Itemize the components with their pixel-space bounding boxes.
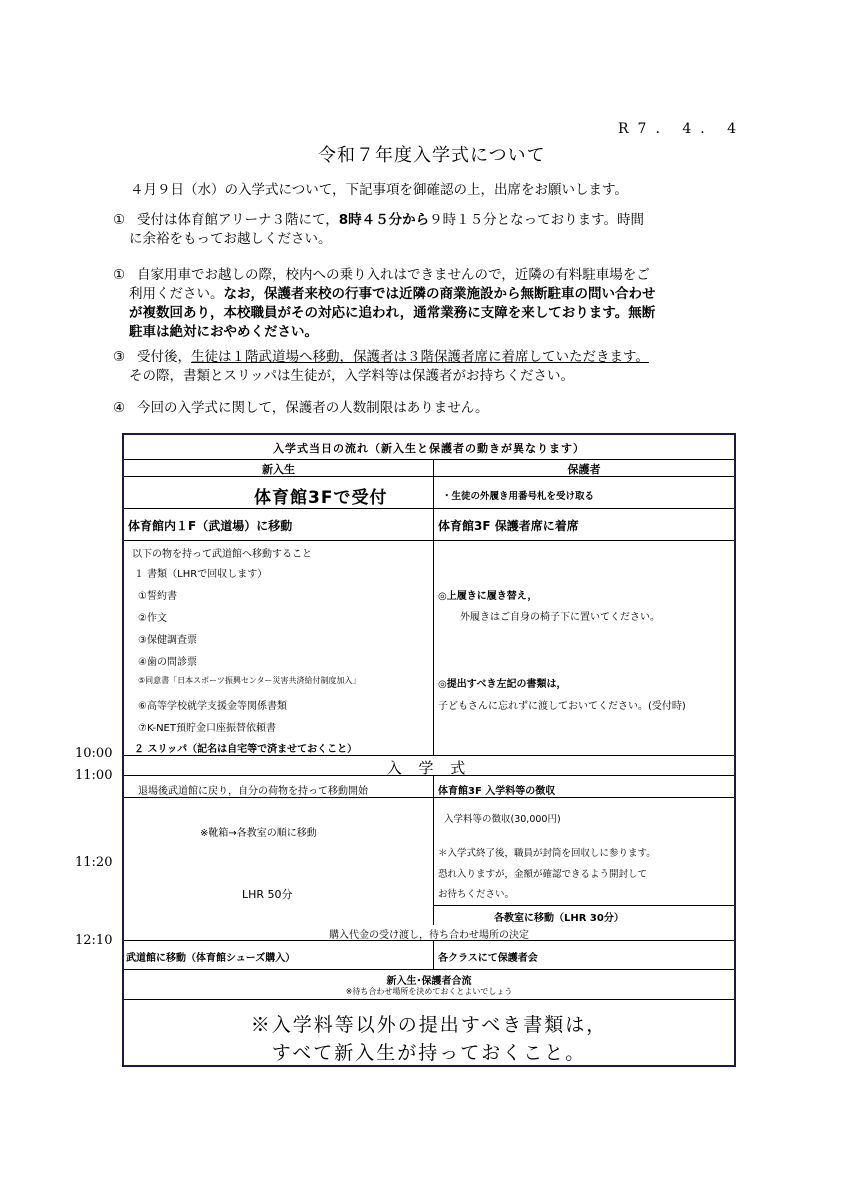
divider [124, 459, 734, 460]
item-number: ① [113, 212, 126, 228]
divider [124, 540, 734, 541]
item-text: 自家用車でお越しの際，校内への乗り入れはできませんので，近隣の有料駐車場をご [137, 267, 650, 283]
parent-docs-instruction: 子どもさんに忘れずに渡しておいてください。(受付時) [438, 701, 686, 712]
document-date: R7. 4. 4 [618, 121, 746, 137]
divider [124, 508, 734, 509]
item-bold-warning: 駐車は絶対におやめください。 [129, 324, 318, 340]
merge-note: ※待ち合わせ場所を決めておくとよいでしょう [345, 987, 513, 996]
notice-item-after-reception [113, 348, 725, 386]
item-number: ① [113, 267, 126, 283]
student-move: 体育館内１F（武道場）に移動 [128, 519, 293, 533]
item-underlined-text: 生徒は１階武道場へ移動，保護者は３階保護者席に着席していただきます。 [191, 349, 649, 365]
after-parent: 体育館3F 入学料等の徴収 [438, 786, 556, 797]
item-bold-warning: が複数回あり，本校職員がその対応に追われ，通常業務に支障を来しております。無断 [129, 305, 656, 321]
after-student: 退場後武道館に戻り，自分の荷物を持って移動開始 [138, 786, 368, 797]
student-budokan: 武道館に移動（体育館シューズ購入） [126, 953, 296, 964]
doc-item: ①誓約書 [138, 591, 177, 602]
divider [124, 797, 734, 798]
merge-label: 新入生･保護者合流 [386, 976, 472, 987]
divider [433, 775, 434, 925]
notice-item-no-limit [113, 399, 725, 418]
parent-shoes-instruction: 外履きはご自身の椅子下に置いてください。 [460, 612, 660, 623]
doc-item: ⑥高等学校就学支援金等関係書類 [138, 701, 287, 712]
notice-item-reception [113, 211, 725, 249]
reception-note: ・生徒の外履き用番号札を受け取る [442, 491, 595, 502]
doc-item: ⑦K-NET預貯金口座振替依頼書 [138, 723, 276, 734]
docs-heading: １ 書類（LHRで回収します） [134, 569, 268, 580]
item-bold-warning: なお，保護者来校の行事では近隣の商業施設から無断駐車の問い合わせ [223, 286, 656, 302]
divider [124, 969, 734, 970]
item-number: ③ [113, 349, 126, 365]
shoe-box-note: ※靴箱→各教室の順に移動 [200, 828, 317, 839]
divider [124, 755, 734, 756]
doc-item: ②作文 [138, 613, 167, 624]
bring-intro: 以下の物を持って武道館へ移動すること [132, 549, 312, 560]
final-notice: すべて新入生が持っておくこと。 [271, 1042, 587, 1064]
document-title: 令和７年度入学式について [318, 145, 546, 166]
ceremony-row: 入 学 式 [386, 759, 472, 777]
item-text: 利用ください。 [129, 286, 224, 302]
item-text: に余裕をもってお越しください。 [129, 231, 332, 247]
item-text: 受付は体育館アリーナ３階にて， [137, 212, 339, 228]
divider [124, 999, 734, 1000]
intro-text: ４月９日（水）の入学式について，下記事項を御確認の上，出席をお願いします。 [130, 182, 628, 198]
item-text: 今回の入学式に関して，保護者の人数制限はありません。 [137, 400, 489, 416]
purchase-note: 購入代金の受け渡し，待ち合わせ場所の決定 [329, 930, 529, 941]
item-text: ９時１５分となっております。時間 [429, 212, 645, 228]
time-label: 10:00 [75, 746, 113, 761]
item-text: 受付後， [137, 349, 191, 365]
parent-move: 体育館3F 保護者席に着席 [438, 519, 579, 533]
divider [433, 508, 434, 755]
time-label: 11:20 [75, 855, 113, 870]
doc-item: ⑤同意書「日本スポーツ振興センター災害共済給付制度加入」 [138, 676, 361, 685]
divider [434, 905, 734, 906]
lhr-duration: LHR 50分 [242, 888, 293, 901]
fee-note: 恐れ入りますが，金額が確認できるよう開封して [438, 869, 648, 880]
fee-note: お待ちください。 [438, 889, 515, 900]
column-header-parent: 保護者 [567, 463, 601, 476]
schedule-table [122, 433, 736, 1067]
parent-shoes-instruction: ◎上履きに履き替え， [438, 591, 538, 602]
column-header-student: 新入生 [262, 463, 295, 476]
parent-classroom-move: 各教室に移動（LHR 30分） [494, 913, 624, 924]
item-number: ④ [113, 400, 126, 416]
item-text: その際，書類とスリッパは生徒が，入学料等は保護者がお持ちください。 [129, 368, 574, 384]
time-label: 11:00 [75, 768, 113, 783]
doc-item: ③保健調査票 [138, 635, 197, 646]
item-bold-time: 8時４５分から [338, 212, 430, 228]
parent-meeting: 各クラスにて保護者会 [438, 953, 538, 964]
notice-item-parking [113, 266, 725, 342]
reception-label: 体育館3Fで受付 [254, 488, 388, 508]
time-label: 12:10 [75, 933, 113, 948]
divider [433, 940, 434, 969]
parent-docs-instruction: ◎提出すべき左記の書類は， [438, 679, 567, 690]
doc-item: ④歯の問診票 [138, 657, 197, 668]
fee-collection: 入学料等の徴収(30,000円) [444, 814, 561, 825]
fee-note: ＊入学式終了後，職員が封筒を回収しに参ります。 [438, 848, 656, 859]
slippers-item: ２ スリッパ（記名は自宅等で済ませておくこと） [134, 744, 358, 755]
final-notice: ※入学料等以外の提出すべき書類は， [250, 1014, 608, 1036]
table-caption: 入学式当日の流れ（新入生と保護者の動きが異なります） [273, 442, 585, 455]
